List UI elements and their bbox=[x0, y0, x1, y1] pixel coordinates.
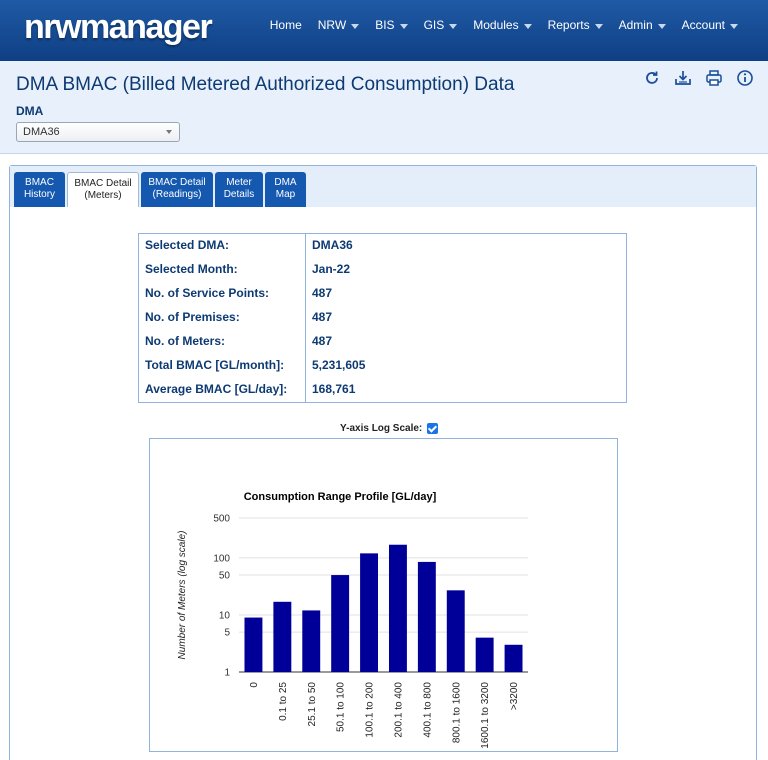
y-tick-label: 1 bbox=[224, 667, 230, 679]
dma-select-value: DMA36 bbox=[23, 126, 60, 138]
page-header bbox=[0, 61, 768, 154]
summary-row bbox=[139, 354, 626, 378]
log-scale-toggle bbox=[340, 423, 438, 434]
tab-label: BMAC bbox=[25, 177, 54, 188]
summary-row bbox=[139, 258, 626, 282]
tab-bar bbox=[10, 166, 756, 207]
tab-dma-map[interactable] bbox=[265, 172, 306, 207]
chart-title: Consumption Range Profile [GL/day] bbox=[243, 491, 437, 503]
tab-label: Details bbox=[223, 189, 255, 200]
summary-key: Selected DMA: bbox=[145, 238, 230, 252]
tab-label: (Readings) bbox=[152, 189, 202, 200]
refresh-icon[interactable] bbox=[643, 69, 661, 87]
x-tick-label: 400.1 to 800 bbox=[422, 682, 434, 738]
chevron-down-icon bbox=[730, 24, 738, 29]
x-tick-label: 1600.1 to 3200 bbox=[480, 682, 492, 749]
chevron-down-icon bbox=[658, 24, 666, 29]
tab-label: BMAC Detail bbox=[74, 178, 132, 189]
nav-modules[interactable]: Modules bbox=[465, 18, 539, 32]
nav-account[interactable]: Account bbox=[674, 18, 746, 32]
nav-gis[interactable]: GIS bbox=[416, 18, 466, 32]
tab-label: Map bbox=[275, 189, 296, 200]
summary-value: 5,231,605 bbox=[312, 358, 366, 372]
tab-label: DMA bbox=[274, 177, 297, 188]
summary-value: DMA36 bbox=[312, 238, 353, 252]
y-tick-label: 5 bbox=[224, 627, 230, 639]
x-tick-label: 0 bbox=[248, 682, 260, 688]
chevron-down-icon bbox=[166, 130, 172, 134]
chevron-down-icon bbox=[449, 24, 457, 29]
app-logo[interactable]: nrwmanager bbox=[24, 8, 212, 46]
summary-row bbox=[139, 330, 626, 354]
bar-4 bbox=[360, 553, 378, 672]
chevron-down-icon bbox=[351, 24, 359, 29]
nav-bis[interactable]: BIS bbox=[367, 18, 415, 32]
y-tick-label: 100 bbox=[213, 553, 230, 565]
bar-3 bbox=[331, 575, 349, 672]
download-icon[interactable] bbox=[674, 69, 692, 87]
top-navbar bbox=[0, 0, 768, 61]
chevron-down-icon bbox=[400, 24, 408, 29]
nav-admin[interactable]: Admin bbox=[611, 18, 674, 32]
tab-bmac-detail-meters[interactable] bbox=[67, 172, 139, 207]
bar-0 bbox=[244, 618, 262, 672]
summary-key: Average BMAC [GL/day]: bbox=[145, 382, 288, 396]
bar-1 bbox=[273, 602, 291, 672]
tab-label: (Meters) bbox=[84, 190, 122, 201]
bar-7 bbox=[447, 590, 465, 672]
summary-row bbox=[139, 282, 626, 306]
bar-8 bbox=[476, 638, 494, 672]
summary-value: Jan-22 bbox=[312, 262, 351, 276]
consumption-chart bbox=[150, 439, 617, 751]
tab-bmac-detail-readings[interactable] bbox=[141, 172, 213, 207]
x-tick-label: 0.1 to 25 bbox=[277, 682, 289, 721]
dma-label: DMA bbox=[16, 104, 44, 118]
dma-select[interactable] bbox=[16, 122, 180, 142]
summary-value: 487 bbox=[312, 334, 333, 348]
summary-table bbox=[138, 233, 627, 403]
chevron-down-icon bbox=[524, 24, 532, 29]
tab-meter-details[interactable] bbox=[215, 172, 263, 207]
page-title: DMA BMAC (Billed Metered Authorized Consumption) Data bbox=[16, 74, 515, 95]
tab-label: Meter bbox=[226, 177, 252, 188]
x-tick-label: 50.1 to 100 bbox=[335, 682, 347, 733]
bar-6 bbox=[418, 562, 436, 672]
toolbar bbox=[643, 69, 754, 87]
summary-value: 168,761 bbox=[312, 382, 356, 396]
x-tick-label: 25.1 to 50 bbox=[306, 682, 318, 727]
bar-9 bbox=[505, 645, 523, 672]
summary-value: 487 bbox=[312, 310, 333, 324]
summary-key: Total BMAC [GL/month]: bbox=[145, 358, 285, 372]
log-scale-checkbox[interactable] bbox=[427, 423, 438, 434]
y-tick-label: 10 bbox=[218, 610, 230, 622]
summary-value: 487 bbox=[312, 286, 333, 300]
summary-row bbox=[139, 378, 626, 402]
summary-key: No. of Meters: bbox=[145, 334, 226, 348]
nav-reports[interactable]: Reports bbox=[540, 18, 611, 32]
summary-row bbox=[139, 306, 626, 330]
log-scale-label: Y-axis Log Scale: bbox=[340, 423, 423, 434]
y-axis-label: Number of Meters (log scale) bbox=[177, 530, 188, 660]
print-icon[interactable] bbox=[705, 69, 723, 87]
x-tick-label: 800.1 to 1600 bbox=[451, 682, 463, 744]
content-panel bbox=[9, 165, 757, 760]
x-tick-label: 100.1 to 200 bbox=[364, 682, 376, 738]
x-tick-label: >3200 bbox=[509, 682, 521, 711]
nav-home[interactable]: Home bbox=[269, 18, 302, 32]
summary-key: No. of Service Points: bbox=[145, 286, 270, 300]
summary-key: No. of Premises: bbox=[145, 310, 240, 324]
tab-bmac-history[interactable] bbox=[14, 172, 65, 207]
bar-5 bbox=[389, 545, 407, 672]
summary-row bbox=[139, 234, 626, 258]
main-nav bbox=[262, 18, 746, 32]
nav-nrw[interactable]: NRW bbox=[310, 18, 367, 32]
chevron-down-icon bbox=[595, 24, 603, 29]
x-tick-label: 200.1 to 400 bbox=[393, 682, 405, 738]
y-tick-label: 500 bbox=[213, 513, 230, 525]
bar-2 bbox=[302, 610, 320, 672]
chart-container bbox=[149, 438, 618, 752]
tab-label: History bbox=[23, 189, 56, 200]
tab-label: BMAC Detail bbox=[148, 177, 206, 188]
y-tick-label: 50 bbox=[218, 570, 230, 582]
summary-key: Selected Month: bbox=[145, 262, 238, 276]
info-icon[interactable] bbox=[736, 69, 754, 87]
